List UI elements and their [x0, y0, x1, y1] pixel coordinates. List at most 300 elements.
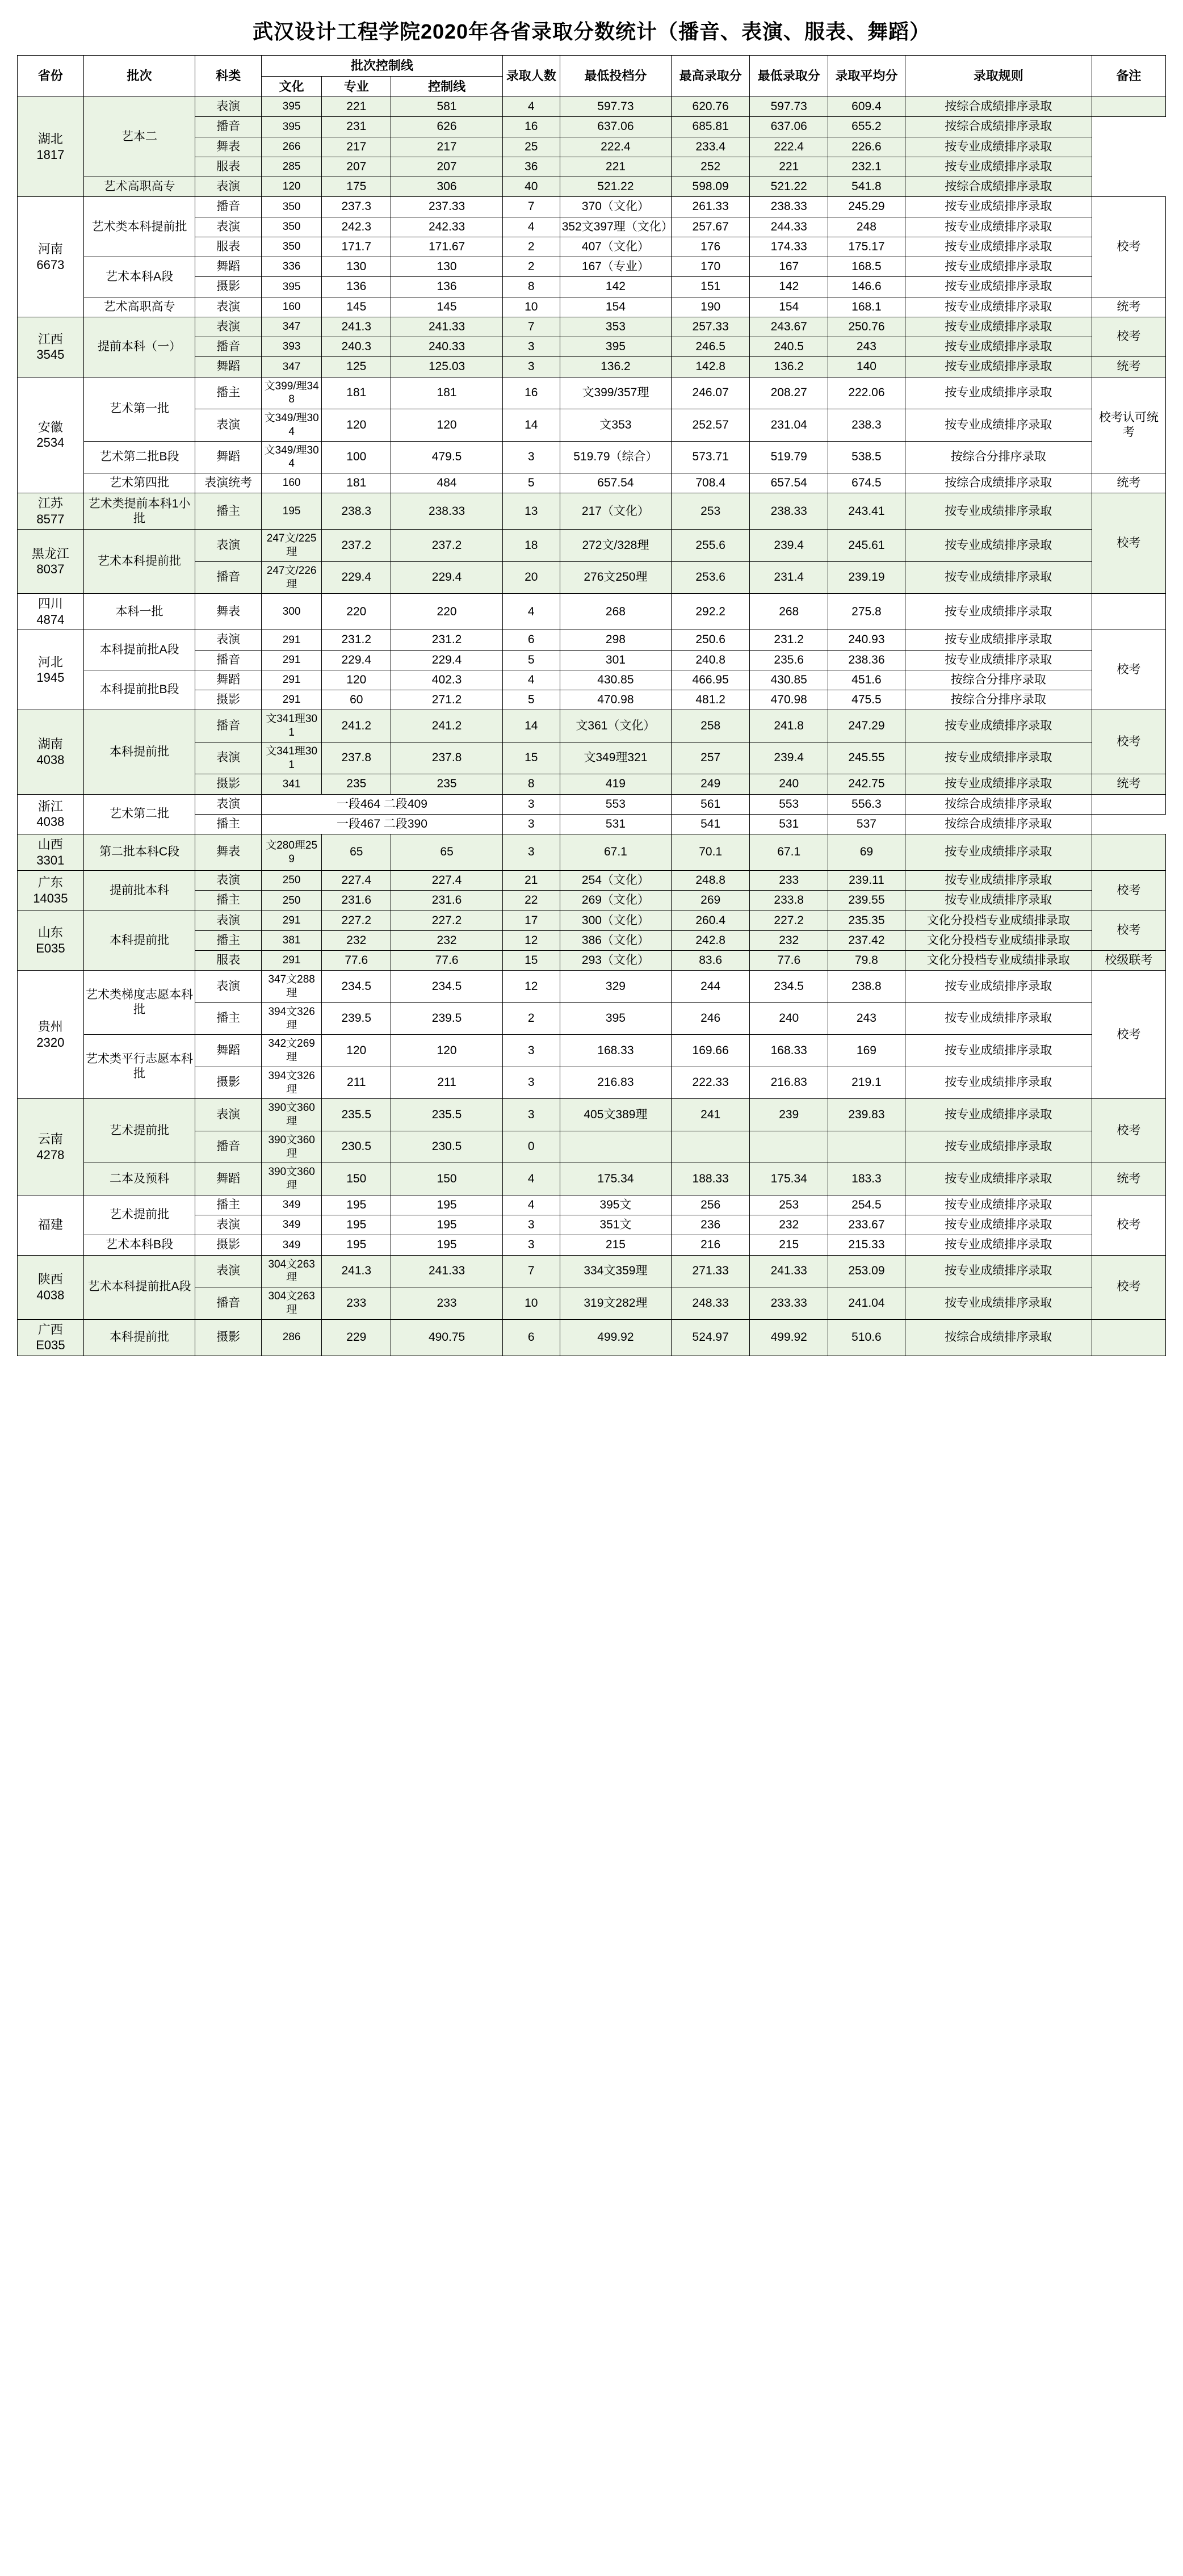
count-cell: 3	[502, 814, 560, 834]
rule-cell: 按专业成绩排序录取	[905, 530, 1092, 562]
kelei-cell: 摄影	[195, 1319, 262, 1356]
wenhua-cell: 349	[262, 1215, 322, 1235]
lowest-tou-cell: 419	[560, 774, 671, 794]
highest-cell: 241	[672, 1099, 750, 1131]
zhuanye-cell: 181	[322, 473, 391, 493]
rule-cell: 按专业成绩排序录取	[905, 317, 1092, 337]
average-cell: 238.3	[828, 409, 905, 442]
kelei-cell: 表演统考	[195, 473, 262, 493]
lowest-tou-cell	[560, 1131, 671, 1163]
rule-cell: 按专业成绩排序录取	[905, 891, 1092, 911]
note-cell: 校考	[1092, 493, 1165, 594]
rule-cell: 按综合分排序录取	[905, 670, 1092, 690]
lowest-tou-cell: 222.4	[560, 137, 671, 157]
average-cell: 541.8	[828, 177, 905, 197]
kelei-cell: 表演	[195, 217, 262, 237]
rule-cell: 按专业成绩排序录取	[905, 1067, 1092, 1099]
kelei-cell: 表演	[195, 971, 262, 1003]
zhuanye-cell: 239.5	[322, 1002, 391, 1035]
wenhua-cell: 文349/理304	[262, 409, 322, 442]
batch-cell: 本科提前批A段	[83, 630, 195, 670]
zhuanye-cell: 195	[322, 1235, 391, 1255]
note-cell: 统考	[1092, 1163, 1165, 1195]
zhuanye-cell: 237.8	[322, 742, 391, 774]
lowest-cell: 231.4	[750, 561, 828, 594]
lowest-cell: 232	[750, 1215, 828, 1235]
table-row	[18, 871, 1166, 891]
kongzhixian-cell: 240.33	[391, 337, 502, 357]
batch-cell: 二本及预科	[83, 1163, 195, 1195]
note-cell: 校考	[1092, 317, 1165, 357]
count-cell: 8	[502, 774, 560, 794]
lowest-cell: 175.34	[750, 1163, 828, 1195]
kongzhixian-cell: 271.2	[391, 690, 502, 710]
rule-cell: 按综合成绩排序录取	[905, 814, 1092, 834]
kelei-cell: 表演	[195, 1215, 262, 1235]
rule-cell: 按专业成绩排序录取	[905, 377, 1092, 409]
kelei-cell: 摄影	[195, 277, 262, 297]
kelei-cell: 服表	[195, 157, 262, 177]
lowest-cell: 499.92	[750, 1319, 828, 1356]
kelei-cell: 播音	[195, 1131, 262, 1163]
kelei-cell: 表演	[195, 97, 262, 117]
zhuanye-cell: 241.3	[322, 1255, 391, 1287]
zhuanye-cell: 195	[322, 1215, 391, 1235]
rule-cell: 按专业成绩排序录取	[905, 774, 1092, 794]
kelei-cell: 表演	[195, 1255, 262, 1287]
count-cell: 7	[502, 197, 560, 217]
zhuanye-cell: 234.5	[322, 971, 391, 1003]
lowest-cell: 240	[750, 1002, 828, 1035]
highest-cell: 252.57	[672, 409, 750, 442]
kongzhixian-cell: 195	[391, 1215, 502, 1235]
rule-cell: 按专业成绩排序录取	[905, 257, 1092, 277]
kongzhixian-cell: 241.33	[391, 317, 502, 337]
wenhua-cell: 395	[262, 117, 322, 137]
average-cell: 140	[828, 357, 905, 377]
lowest-cell: 136.2	[750, 357, 828, 377]
lowest-tou-cell: 221	[560, 157, 671, 177]
kelei-cell: 表演	[195, 530, 262, 562]
lowest-cell: 521.22	[750, 177, 828, 197]
kelei-cell: 舞蹈	[195, 257, 262, 277]
kelei-cell: 表演	[195, 911, 262, 930]
rule-cell: 按专业成绩排序录取	[905, 1099, 1092, 1131]
wenhua-cell: 394文326理	[262, 1067, 322, 1099]
rule-cell: 按专业成绩排序录取	[905, 217, 1092, 237]
wenhua-cell: 342文269理	[262, 1035, 322, 1067]
province-cell: 江苏 8577	[18, 493, 84, 530]
highest-cell: 253	[672, 493, 750, 530]
table-row	[18, 1099, 1166, 1131]
header-average: 录取平均分	[828, 56, 905, 97]
average-cell: 239.83	[828, 1099, 905, 1131]
zhuanye-cell: 120	[322, 409, 391, 442]
province-cell: 贵州 2320	[18, 971, 84, 1099]
batch-cell: 本科提前批	[83, 1319, 195, 1356]
lowest-tou-cell: 文353	[560, 409, 671, 442]
lowest-tou-cell: 文361（文化）	[560, 710, 671, 742]
zhuanye-cell: 241.3	[322, 317, 391, 337]
kongzhixian-cell: 239.5	[391, 1002, 502, 1035]
kongzhixian-cell: 237.33	[391, 197, 502, 217]
count-cell: 3	[502, 794, 560, 814]
kongzhixian-cell: 65	[391, 834, 502, 871]
rule-cell: 按专业成绩排序录取	[905, 297, 1092, 317]
wenhua-cell: 文399/理348	[262, 377, 322, 409]
wenhua-cell: 247文/225理	[262, 530, 322, 562]
kongzhixian-cell: 229.4	[391, 561, 502, 594]
batch-cell: 艺术第一批	[83, 377, 195, 441]
batch-cell: 艺术高职高专	[83, 297, 195, 317]
province-cell: 江西 3545	[18, 317, 84, 377]
kelei-cell: 播音	[195, 337, 262, 357]
count-cell: 3	[502, 1099, 560, 1131]
lowest-cell: 238.33	[750, 493, 828, 530]
header-row-1	[18, 56, 1166, 77]
wenhua-cell: 393	[262, 337, 322, 357]
average-cell: 556.3	[828, 794, 905, 814]
lowest-cell: 168.33	[750, 1035, 828, 1067]
average-cell: 243	[828, 337, 905, 357]
kongzhixian-cell: 234.5	[391, 971, 502, 1003]
average-cell: 609.4	[828, 97, 905, 117]
kelei-cell: 舞表	[195, 137, 262, 157]
kelei-cell: 播主	[195, 377, 262, 409]
table-row	[18, 710, 1166, 742]
kongzhixian-cell: 195	[391, 1195, 502, 1215]
lowest-cell: 231.04	[750, 409, 828, 442]
wenhua-cell: 381	[262, 930, 322, 950]
kongzhixian-cell: 626	[391, 117, 502, 137]
wenhua-cell: 文280理259	[262, 834, 322, 871]
count-cell: 15	[502, 951, 560, 971]
average-cell: 275.8	[828, 594, 905, 630]
average-cell: 168.5	[828, 257, 905, 277]
zhuanye-cell: 77.6	[322, 951, 391, 971]
average-cell: 239.55	[828, 891, 905, 911]
kongzhixian-cell: 77.6	[391, 951, 502, 971]
count-cell: 7	[502, 1255, 560, 1287]
lowest-tou-cell: 300（文化）	[560, 911, 671, 930]
zhuanye-cell: 229.4	[322, 561, 391, 594]
wenhua-cell: 文341理301	[262, 710, 322, 742]
zhuanye-cell: 150	[322, 1163, 391, 1195]
highest-cell: 176	[672, 237, 750, 257]
count-cell: 16	[502, 377, 560, 409]
wenhua-cell: 350	[262, 217, 322, 237]
rule-cell: 按专业成绩排序录取	[905, 710, 1092, 742]
lowest-tou-cell: 470.98	[560, 690, 671, 710]
wenhua-cell: 120	[262, 177, 322, 197]
lowest-tou-cell: 352文397理（文化）	[560, 217, 671, 237]
rule-cell: 按专业成绩排序录取	[905, 650, 1092, 670]
zhuanye-cell: 241.2	[322, 710, 391, 742]
lowest-cell: 519.79	[750, 441, 828, 473]
average-cell: 238.8	[828, 971, 905, 1003]
note-cell: 校考	[1092, 971, 1165, 1099]
table-row	[18, 594, 1166, 630]
rule-cell: 按专业成绩排序录取	[905, 594, 1092, 630]
lowest-cell: 637.06	[750, 117, 828, 137]
note-cell: 统考	[1092, 774, 1165, 794]
table-row	[18, 911, 1166, 930]
lowest-tou-cell: 268	[560, 594, 671, 630]
lowest-tou-cell: 293（文化）	[560, 951, 671, 971]
count-cell: 0	[502, 1131, 560, 1163]
kelei-cell: 舞蹈	[195, 1035, 262, 1067]
average-cell: 233.67	[828, 1215, 905, 1235]
wenhua-cell: 195	[262, 493, 322, 530]
lowest-tou-cell: 657.54	[560, 473, 671, 493]
table-row	[18, 177, 1166, 197]
rule-cell: 按专业成绩排序录取	[905, 561, 1092, 594]
header-zhuanye: 专业	[322, 76, 391, 97]
rule-cell: 按专业成绩排序录取	[905, 1163, 1092, 1195]
count-cell: 4	[502, 1195, 560, 1215]
kelei-cell: 播主	[195, 1195, 262, 1215]
kelei-cell: 播主	[195, 814, 262, 834]
rule-cell: 按专业成绩排序录取	[905, 1035, 1092, 1067]
zhuanye-cell: 231.6	[322, 891, 391, 911]
zhuanye-cell: 136	[322, 277, 391, 297]
zhuanye-cell: 120	[322, 670, 391, 690]
highest-cell: 708.4	[672, 473, 750, 493]
kongzhixian-cell: 484	[391, 473, 502, 493]
kelei-cell: 摄影	[195, 1067, 262, 1099]
province-cell: 云南 4278	[18, 1099, 84, 1195]
province-cell: 陕西 4038	[18, 1255, 84, 1319]
table-row	[18, 441, 1166, 473]
province-cell: 山西 3301	[18, 834, 84, 871]
header-highest: 最高录取分	[672, 56, 750, 97]
header-lowest: 最低录取分	[750, 56, 828, 97]
zhuanye-cell: 230.5	[322, 1131, 391, 1163]
kelei-cell: 舞蹈	[195, 1163, 262, 1195]
kelei-cell: 表演	[195, 794, 262, 814]
wenhua-cell: 文349/理304	[262, 441, 322, 473]
lowest-tou-cell: 597.73	[560, 97, 671, 117]
count-cell: 10	[502, 1287, 560, 1320]
count-cell: 2	[502, 237, 560, 257]
wenhua-cell: 291	[262, 650, 322, 670]
province-cell: 山东 E035	[18, 911, 84, 971]
province-cell: 四川 4874	[18, 594, 84, 630]
lowest-cell: 597.73	[750, 97, 828, 117]
count-cell: 13	[502, 493, 560, 530]
table-body	[18, 97, 1166, 1356]
average-cell: 168.1	[828, 297, 905, 317]
lowest-tou-cell: 254（文化）	[560, 871, 671, 891]
lowest-tou-cell: 216.83	[560, 1067, 671, 1099]
count-cell: 18	[502, 530, 560, 562]
batch-cell: 本科提前批	[83, 710, 195, 794]
kelei-cell: 播音	[195, 650, 262, 670]
rule-cell: 按专业成绩排序录取	[905, 1215, 1092, 1235]
count-cell: 3	[502, 441, 560, 473]
count-cell: 12	[502, 930, 560, 950]
lowest-tou-cell: 269（文化）	[560, 891, 671, 911]
wenhua-cell: 349	[262, 1235, 322, 1255]
highest-cell: 292.2	[672, 594, 750, 630]
count-cell: 8	[502, 277, 560, 297]
average-cell: 219.1	[828, 1067, 905, 1099]
lowest-cell: 553	[750, 794, 828, 814]
lowest-cell: 67.1	[750, 834, 828, 871]
batch-cell: 艺术本科B段	[83, 1235, 195, 1255]
highest-cell: 169.66	[672, 1035, 750, 1067]
count-cell: 14	[502, 409, 560, 442]
average-cell: 245.61	[828, 530, 905, 562]
lowest-cell: 240	[750, 774, 828, 794]
highest-cell: 466.95	[672, 670, 750, 690]
average-cell: 247.29	[828, 710, 905, 742]
province-cell: 湖南 4038	[18, 710, 84, 794]
highest-cell: 246	[672, 1002, 750, 1035]
kongzhixian-cell: 171.67	[391, 237, 502, 257]
lowest-cell: 239.4	[750, 742, 828, 774]
average-cell: 240.93	[828, 630, 905, 650]
zhuanye-cell: 60	[322, 690, 391, 710]
kongzhixian-cell: 237.2	[391, 530, 502, 562]
kongzhixian-cell: 145	[391, 297, 502, 317]
table-row	[18, 630, 1166, 650]
kongzhixian-cell: 130	[391, 257, 502, 277]
note-cell: 校级联考	[1092, 951, 1165, 971]
table-row	[18, 317, 1166, 337]
header-count: 录取人数	[502, 56, 560, 97]
kongzhixian-cell: 479.5	[391, 441, 502, 473]
zhuanye-cell: 231.2	[322, 630, 391, 650]
header-note: 备注	[1092, 56, 1165, 97]
rule-cell: 按专业成绩排序录取	[905, 630, 1092, 650]
rule-cell: 按专业成绩排序录取	[905, 971, 1092, 1003]
highest-cell: 170	[672, 257, 750, 277]
lowest-cell: 215	[750, 1235, 828, 1255]
kongzhixian-cell: 490.75	[391, 1319, 502, 1356]
average-cell: 175.17	[828, 237, 905, 257]
wenhua-cell: 304文263理	[262, 1287, 322, 1320]
kelei-cell: 播主	[195, 930, 262, 950]
kelei-cell: 表演	[195, 630, 262, 650]
count-cell: 17	[502, 911, 560, 930]
lowest-cell: 243.67	[750, 317, 828, 337]
highest-cell: 244	[672, 971, 750, 1003]
count-cell: 4	[502, 670, 560, 690]
wenhua-cell: 291	[262, 690, 322, 710]
average-cell: 241.04	[828, 1287, 905, 1320]
count-cell: 4	[502, 1163, 560, 1195]
average-cell: 239.11	[828, 871, 905, 891]
kelei-cell: 服表	[195, 237, 262, 257]
average-cell: 226.6	[828, 137, 905, 157]
lowest-tou-cell: 136.2	[560, 357, 671, 377]
batch-cell: 第二批本科C段	[83, 834, 195, 871]
table-row	[18, 97, 1166, 117]
kongzhixian-cell: 217	[391, 137, 502, 157]
wenhua-cell: 390文360理	[262, 1131, 322, 1163]
lowest-tou-cell: 301	[560, 650, 671, 670]
rule-cell: 按专业成绩排序录取	[905, 1131, 1092, 1163]
lowest-cell: 222.4	[750, 137, 828, 157]
kongzhixian-cell: 195	[391, 1235, 502, 1255]
table-row	[18, 493, 1166, 530]
lowest-tou-cell: 168.33	[560, 1035, 671, 1067]
highest-cell: 253.6	[672, 561, 750, 594]
zhuanye-cell: 242.3	[322, 217, 391, 237]
rule-cell: 按综合成绩排序录取	[905, 97, 1092, 117]
lowest-cell: 154	[750, 297, 828, 317]
batch-cell: 艺术提前批	[83, 1195, 195, 1235]
rule-cell: 按专业成绩排序录取	[905, 277, 1092, 297]
count-cell: 3	[502, 1235, 560, 1255]
rule-cell: 按专业成绩排序录取	[905, 493, 1092, 530]
highest-cell: 573.71	[672, 441, 750, 473]
lowest-tou-cell: 329	[560, 971, 671, 1003]
lowest-tou-cell: 407（文化）	[560, 237, 671, 257]
kelei-cell: 表演	[195, 871, 262, 891]
table-head	[18, 56, 1166, 97]
wenhua-cell: 304文263理	[262, 1255, 322, 1287]
batch-cell: 艺术本科提前批	[83, 530, 195, 594]
zhuanye-cell: 181	[322, 377, 391, 409]
highest-cell: 236	[672, 1215, 750, 1235]
count-cell: 3	[502, 337, 560, 357]
kelei-cell: 舞蹈	[195, 670, 262, 690]
batch-cell: 艺术高职高专	[83, 177, 195, 197]
province-cell: 广西 E035	[18, 1319, 84, 1356]
batch-cell: 艺术本科A段	[83, 257, 195, 297]
rule-cell: 按综合成绩排序录取	[905, 794, 1092, 814]
kongzhixian-cell: 581	[391, 97, 502, 117]
average-cell: 146.6	[828, 277, 905, 297]
zhuanye-cell: 175	[322, 177, 391, 197]
note-cell	[1092, 794, 1165, 814]
wenhua-cell: 文341理301	[262, 742, 322, 774]
kongzhixian-cell: 242.33	[391, 217, 502, 237]
highest-cell: 248.8	[672, 871, 750, 891]
rule-cell: 按专业成绩排序录取	[905, 1002, 1092, 1035]
average-cell: 245.29	[828, 197, 905, 217]
wenhua-cell: 394文326理	[262, 1002, 322, 1035]
wenhua-cell: 291	[262, 911, 322, 930]
count-cell: 4	[502, 594, 560, 630]
count-cell: 3	[502, 1035, 560, 1067]
highest-cell: 142.8	[672, 357, 750, 377]
kelei-cell: 摄影	[195, 1235, 262, 1255]
kelei-cell: 舞蹈	[195, 357, 262, 377]
lowest-cell: 657.54	[750, 473, 828, 493]
rule-cell: 按专业成绩排序录取	[905, 337, 1092, 357]
lowest-tou-cell: 334文359理	[560, 1255, 671, 1287]
highest-cell: 216	[672, 1235, 750, 1255]
average-cell: 243.41	[828, 493, 905, 530]
zhuanye-cell: 130	[322, 257, 391, 277]
count-cell: 6	[502, 630, 560, 650]
lowest-tou-cell: 167（专业）	[560, 257, 671, 277]
lowest-tou-cell: 521.22	[560, 177, 671, 197]
note-cell: 校考认可统考	[1092, 377, 1165, 473]
highest-cell: 252	[672, 157, 750, 177]
rule-cell: 文化分投档专业成绩排录取	[905, 930, 1092, 950]
average-cell: 655.2	[828, 117, 905, 137]
rule-cell: 按专业成绩排序录取	[905, 1195, 1092, 1215]
highest-cell: 524.97	[672, 1319, 750, 1356]
wenhua-cell: 347	[262, 357, 322, 377]
lowest-cell	[750, 1131, 828, 1163]
kongzhixian-cell: 125.03	[391, 357, 502, 377]
lowest-cell: 253	[750, 1195, 828, 1215]
